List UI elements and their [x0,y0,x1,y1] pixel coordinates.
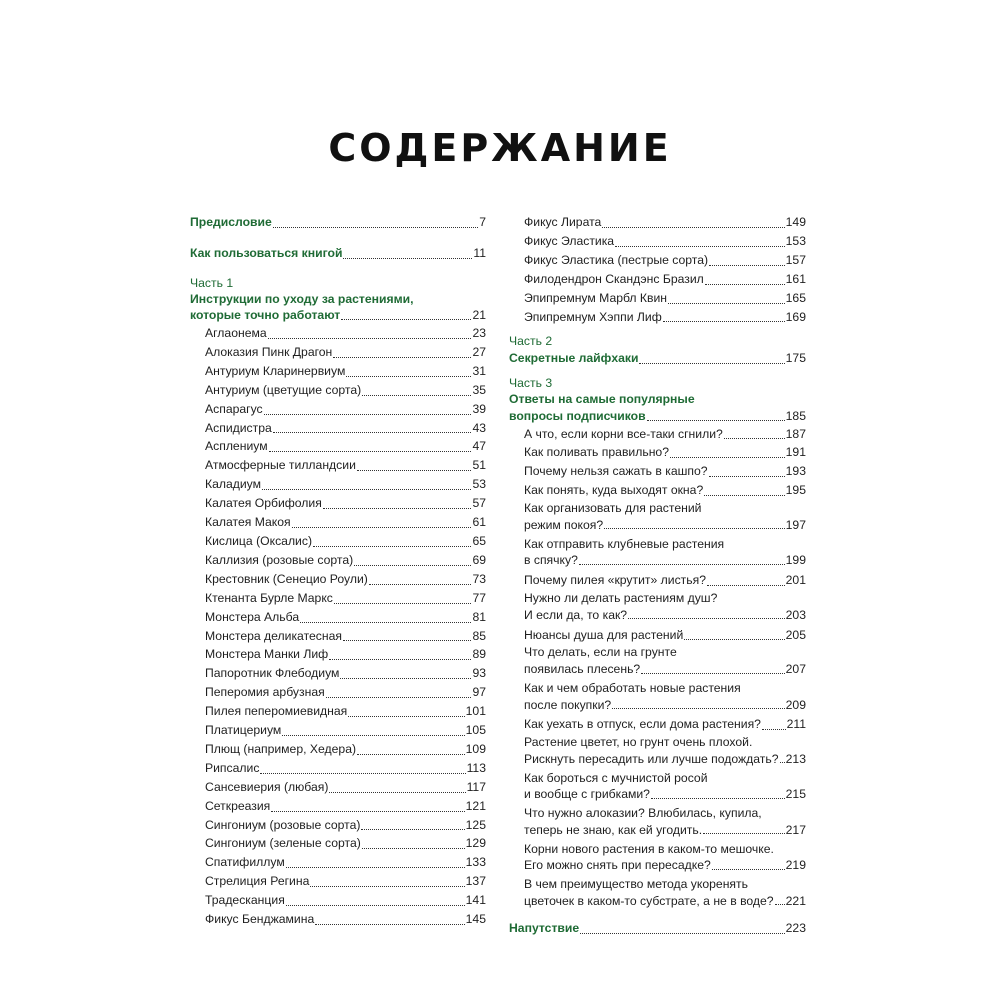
dot-leader [663,316,785,322]
dot-leader [647,415,785,421]
toc-page-number: 21 [472,308,486,323]
toc-entry-plant[interactable] [190,740,486,759]
toc-entry-plant[interactable] [190,759,486,778]
toc-entry-plant[interactable] [190,834,486,853]
toc-page-number: 27 [472,344,486,359]
toc-page-number: 209 [785,697,806,712]
dot-leader [369,579,472,585]
toc-page-number: 219 [785,858,806,873]
toc-entry-label: Как уехать в отпуск, если дома растения? [524,717,761,732]
dot-leader [262,484,471,490]
toc-page-number: 133 [465,855,486,870]
toc-entry-label: Как пользоваться книгой [190,245,343,260]
toc-entry-label: Фикус Бенджамина [205,912,315,927]
toc-page-number: 165 [785,290,806,305]
toc-entry-label: Ктенанта Бурле Маркс [205,590,333,605]
toc-entry-label: Стрелиция Регина [205,874,310,889]
dot-leader [310,881,464,887]
dot-leader [357,465,472,471]
dot-leader [273,427,472,433]
toc-page-number: 195 [785,483,806,498]
dot-leader [762,724,786,730]
toc-page-number: 105 [465,723,486,738]
toc-page-number: 35 [472,382,486,397]
toc-entry-plant[interactable] [190,853,486,872]
toc-entry-q6[interactable] [509,536,806,569]
toc-page-number: 89 [472,647,486,662]
toc-page-number: 185 [785,408,806,423]
toc-entry-label-line1: Растение цветет, но грунт очень плохой. [524,735,753,750]
dot-leader [273,222,478,228]
toc-page-number: 65 [472,533,486,548]
toc-page-number: 7 [479,215,486,229]
toc-entry-label-line1: Что делать, если на грунте [524,645,677,660]
toc-page-number: 149 [785,215,806,229]
toc-entry-plant[interactable] [190,532,486,551]
dot-leader [286,900,465,906]
part-3-label: Часть 3 [509,376,553,391]
toc-page-number: 141 [465,893,486,908]
toc-entry-how-to[interactable] [190,244,486,263]
dot-leader [315,919,464,925]
toc-entry-label: Аглаонема [205,326,267,340]
toc-page-number: 101 [465,704,486,719]
toc-page-number: 51 [472,458,486,473]
toc-entry-part-2[interactable] [509,349,806,368]
dot-leader [670,452,785,458]
toc-page-number: 201 [785,573,806,588]
dot-leader [579,559,785,565]
toc-page-number: 199 [785,553,806,568]
toc-entry-label-line2: теперь не знаю, как ей угодить. [524,822,703,837]
toc-entry-q1[interactable] [509,425,806,444]
toc-entry-label: Напутствие [509,920,580,935]
toc-entry-q17[interactable] [509,876,806,909]
toc-page-number: 109 [465,741,486,756]
toc-entry-label: Сансевиерия (любая) [205,779,329,794]
toc-entry-plant[interactable] [190,456,486,475]
toc-entry-plant[interactable] [190,891,486,910]
dot-leader [357,749,465,755]
toc-entry-label-line1: Как организовать для растений [524,501,702,516]
toc-entry-label-line2: в спячку? [524,553,578,568]
toc-entry-label: Алоказия Пинк Драгон [205,344,333,359]
toc-page-number: 113 [466,760,486,775]
dot-leader [775,899,785,905]
dot-leader [362,843,465,849]
toc-entry-label: Папоротник Флебодиум [205,666,340,681]
toc-entry-label: Филодендрон Скандэнс Бразил [524,271,704,286]
toc-page-number: 39 [472,401,486,416]
dot-leader [668,298,785,304]
toc-entry-q9[interactable] [509,626,806,645]
toc-page-number: 187 [785,426,806,441]
toc-entry-label-line1: Нужно ли делать растениям душ? [524,591,718,606]
toc-entry-label: Как поливать правильно? [524,445,669,460]
toc-entry-plant[interactable] [190,343,486,362]
toc-entry-q12[interactable] [509,715,806,734]
toc-entry-plant[interactable] [190,513,486,532]
dot-leader [709,471,785,477]
toc-page-number: 61 [472,515,486,530]
toc-entry-label: Калатея Орбифолия [205,496,322,511]
part-2-label: Часть 2 [509,334,553,349]
toc-page-number: 157 [785,252,806,267]
dot-leader [354,560,471,566]
toc-entry-label: Атмосферные тилландсии [205,458,356,473]
dot-leader [707,580,785,586]
toc-entry-label: Традесканция [205,893,285,908]
toc-page-number: 217 [785,822,806,837]
toc-entry-label: Как понять, куда выходят окна? [524,483,704,498]
toc-page-number: 223 [785,920,806,935]
dot-leader [361,824,464,830]
toc-entry-plant[interactable] [190,381,486,400]
toc-entry-label-line2: режим покоя? [524,517,604,532]
dot-leader [348,711,464,717]
toc-page-number: 221 [785,893,806,908]
toc-entry-label-line2: вопросы подписчиков [509,408,646,423]
toc-entry-plant[interactable] [190,589,486,608]
toc-entry-q2[interactable] [509,443,806,462]
dot-leader [780,757,785,763]
toc-entry-plant[interactable] [190,778,486,797]
dot-leader [639,358,784,364]
toc-page-number: 215 [785,787,806,802]
dot-leader [703,828,785,834]
dot-leader [705,279,785,285]
dot-leader [580,928,784,934]
toc-entry-label: Фикус Лирата [524,215,602,229]
dot-leader [615,241,785,247]
dot-leader [271,806,464,812]
dot-leader [329,787,465,793]
dot-leader [340,673,471,679]
toc-entry-label-line2: которые точно работают [190,308,341,323]
dot-leader [712,864,785,870]
dot-leader [628,613,785,619]
toc-page-number: 11 [473,245,486,260]
toc-page-number: 161 [785,271,806,286]
part-1-label: Часть 1 [190,275,234,290]
dot-leader [313,541,471,547]
dot-leader [269,446,472,452]
toc-entry-label: Пеперомия арбузная [205,685,325,700]
dot-leader [286,862,465,868]
toc-page-number: 153 [785,233,806,248]
dot-leader [612,703,784,709]
dot-leader [292,522,472,528]
page-title: СОДЕРЖАНИЕ [328,126,672,170]
toc-page-number: 53 [472,477,486,492]
toc-entry-preface[interactable] [190,213,486,232]
dot-leader [264,409,472,415]
toc-entry-q16[interactable] [509,841,806,874]
toc-page-number: 205 [785,627,806,642]
toc-entry-plant[interactable] [190,475,486,494]
toc-entry-label: Фикус Эластика (пестрые сорта) [524,252,709,267]
toc-entry-label: Крестовник (Сенецио Роули) [205,571,368,586]
dot-leader [346,371,471,377]
toc-entry-label: Почему нельзя сажать в кашпо? [524,464,708,479]
toc-page-number: 169 [785,309,806,324]
toc-entry-plant[interactable] [190,362,486,381]
toc-entry-plant[interactable] [190,872,486,891]
toc-entry-afterword[interactable] [509,919,806,938]
toc-page-number: 73 [472,571,486,586]
toc-entry-label-line1: Как отправить клубневые растения [524,536,725,551]
toc-page-number: 81 [472,609,486,624]
toc-entry-label-line1: Что нужно алоказии? Влюбилась, купила, [524,806,762,821]
toc-entry-q10[interactable] [509,644,806,677]
toc-entry-label-line2: цветочек в каком-то субстрате, а не в воде? [524,893,774,908]
toc-column-right [509,213,806,938]
toc-entry-q3[interactable] [509,462,806,481]
toc-page-number: 23 [472,326,486,340]
toc-page-number: 93 [472,666,486,681]
toc-entry-plant[interactable] [190,721,486,740]
toc-page-number: 203 [785,607,806,622]
toc-entry-label: Сингониум (зеленые сорта) [205,836,361,851]
toc-entry-label: Эпипремнум Марбл Квин [524,290,668,305]
toc-entry-label-line1: Как бороться с мучнистой росой [524,770,708,785]
toc-entry-label: Монстера деликатесная [205,628,342,643]
toc-entry-plant[interactable] [190,437,486,456]
dot-leader [260,768,465,774]
toc-entry-label-line1: Инструкции по уходу за растениями, [190,291,414,306]
dot-leader [334,598,472,604]
dot-leader [343,253,472,259]
toc-page-number: 191 [785,445,806,460]
toc-page-number: 175 [785,351,806,366]
toc-entry-plant[interactable] [190,797,486,816]
toc-entry-label-line2: Его можно снять при пересадке? [524,858,711,873]
dot-leader [602,222,784,228]
toc-page-number: 145 [465,912,486,927]
dot-leader [300,617,471,623]
toc-entry-label-line1: Корни нового растения в каком-то мешочке. [524,841,774,856]
dot-leader [362,390,471,396]
toc-entry-label: Эпипремнум Хэппи Лиф [524,309,662,324]
toc-entry-label: Сингониум (розовые сорта) [205,817,361,832]
toc-page-number: 129 [465,836,486,851]
toc-page-number: 207 [785,662,806,677]
toc-page-number: 57 [472,496,486,511]
toc-entry-label: Кислица (Оксалис) [205,533,313,548]
toc-entry-plant[interactable] [509,213,806,232]
toc-page-number: 31 [472,363,486,378]
toc-page-number: 193 [785,464,806,479]
toc-entry-plant[interactable] [190,608,486,627]
toc-entry-plant[interactable] [190,551,486,570]
toc-page-number: 197 [785,517,806,532]
toc-entry-part-1[interactable] [190,291,486,324]
toc-entry-label: Почему пилея «крутит» листья? [524,573,706,588]
toc-entry-plant[interactable] [190,816,486,835]
toc-entry-plant[interactable] [190,570,486,589]
dot-leader [651,793,785,799]
toc-page-number: 77 [472,590,486,605]
toc-entry-label-line1: Как и чем обработать новые растения [524,680,741,695]
toc-entry-plant[interactable] [509,308,806,327]
toc-entry-plant[interactable] [190,627,486,646]
toc-entry-plant[interactable] [190,664,486,683]
dot-leader [329,654,471,660]
toc-entry-label: Монстера Манки Лиф [205,647,329,662]
toc-entry-label-line2: Рискнуть пересадить или лучше подождать? [524,751,779,766]
toc-entry-label: Рипсалис [205,760,260,775]
toc-page-number: 97 [472,685,486,700]
toc-entry-label: Аспарагус [205,401,263,416]
toc-entry-label-line2: появилась плесень? [524,662,641,677]
toc-entry-q8[interactable] [509,590,806,623]
dot-leader [704,490,784,496]
toc-entry-plant[interactable] [190,419,486,438]
dot-leader [326,692,472,698]
toc-page-number: 69 [472,552,486,567]
toc-entry-label: Плющ (например, Хедера) [205,741,357,756]
toc-entry-label: Фикус Эластика [524,233,615,248]
toc-entry-plant[interactable] [509,270,806,289]
toc-entry-q5[interactable] [509,500,806,533]
toc-entry-part-3[interactable] [509,391,806,424]
toc-entry-label-line2: после покупки? [524,697,612,712]
dot-leader [604,523,785,529]
dot-leader [684,634,784,640]
toc-entry-label: Аспидистра [205,420,272,435]
toc-entry-label-line1: Ответы на самые популярные [509,392,695,407]
toc-entry-label: Нюансы душа для растений [524,627,684,642]
toc-entry-plant[interactable] [190,683,486,702]
toc-entry-q7[interactable] [509,571,806,590]
toc-entry-q14[interactable] [509,770,806,803]
toc-page-number: 117 [466,779,486,794]
toc-entry-plant[interactable] [190,910,486,929]
toc-page-number: 43 [472,420,486,435]
toc-entry-label: А что, если корни все-таки сгнили? [524,426,723,441]
toc-entry-plant[interactable] [190,645,486,664]
dot-leader [341,314,471,320]
toc-page-number: 137 [465,874,486,889]
dot-leader [724,433,785,439]
toc-page-number: 125 [465,817,486,832]
toc-entry-label-line2: и вообще с грибками? [524,787,650,802]
toc-entry-plant[interactable] [190,400,486,419]
toc-entry-label: Антуриум (цветущие сорта) [205,382,362,397]
toc-page-number: 47 [472,439,486,454]
dot-leader [333,352,471,358]
toc-entry-plant[interactable] [190,494,486,513]
dot-leader [641,668,784,674]
toc-entry-plant[interactable] [509,232,806,251]
toc-entry-label: Секретные лайфхаки [509,351,639,366]
toc-entry-label: Калатея Макоя [205,515,291,530]
toc-entry-plant[interactable] [509,251,806,270]
toc-entry-label: Каллизия (розовые сорта) [205,552,354,567]
toc-entry-q4[interactable] [509,481,806,500]
toc-page-number: 85 [472,628,486,643]
toc-page-number: 121 [465,798,486,813]
dot-leader [282,730,464,736]
dot-leader [268,333,472,339]
toc-entry-label: Монстера Альба [205,609,300,624]
toc-entry-label: Каладиум [205,477,262,492]
toc-entry-q11[interactable] [509,680,806,713]
dot-leader [343,635,471,641]
toc-entry-label: Платицериум [205,723,282,738]
toc-entry-q13[interactable] [509,734,806,767]
toc-entry-label: Предисловие [190,215,272,229]
toc-entry-plant[interactable] [509,289,806,308]
toc-page-number: 213 [785,751,806,766]
dot-leader [709,260,785,266]
toc-page-number: 211 [786,717,806,732]
toc-column-left [190,213,486,929]
toc-entry-label-line1: В чем преимущество метода укоренять [524,877,748,892]
toc-entry-plant[interactable] [190,324,486,343]
toc-entry-plant[interactable] [190,702,486,721]
toc-entry-label: Асплениум [205,439,268,454]
toc-entry-label: Сеткреазия [205,798,271,813]
toc-entry-label: Антуриум Кларинервиум [205,363,346,378]
toc-entry-label: Пилея пеперомиевидная [205,704,348,719]
toc-entry-label-line2: И если да, то как? [524,607,628,622]
dot-leader [323,503,472,509]
toc-entry-q15[interactable] [509,805,806,838]
toc-entry-label: Спатифиллум [205,855,285,870]
